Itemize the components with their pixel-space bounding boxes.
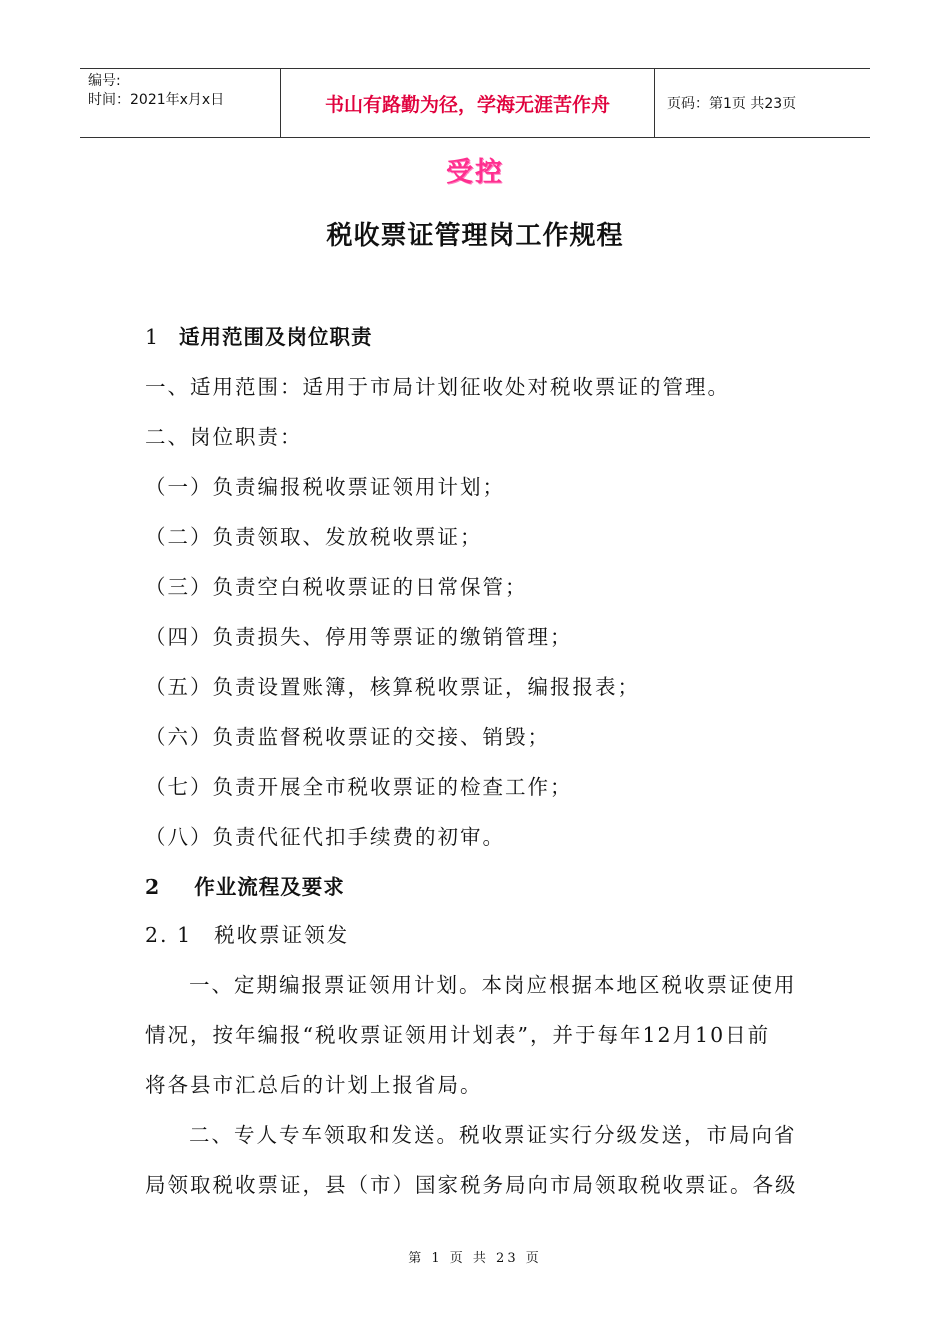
section-2-heading	[145, 870, 345, 900]
section-2-title: 作业流程及要求	[194, 875, 345, 899]
duty-item-6: （六）负责监督税收票证的交接、销毁；	[145, 725, 550, 749]
paragraph-2-line-1: 二、专人专车领取和发送。税收票证实行分级发送，市局向省	[189, 1123, 797, 1147]
section-2-number: 2	[145, 875, 161, 899]
document-title: 税收票证管理岗工作规程	[326, 221, 624, 251]
duty-item-4: （四）负责损失、停用等票证的缴销管理；	[145, 625, 573, 649]
section-1-title: 适用范围及岗位职责	[179, 325, 373, 349]
paragraph-2-line-2: 局领取税收票证，县（市）国家税务局向市局领取税收票证。各级	[145, 1173, 798, 1197]
duty-item-1: （一）负责编报税收票证领用计划；	[145, 475, 505, 499]
section-1-number: 1	[145, 325, 160, 349]
header-motto: 书山有路勤为径，学海无涯苦作舟	[281, 69, 655, 137]
scope-line: 一、适用范围：适用于市局计划征收处对税收票证的管理。	[145, 375, 730, 399]
duty-item-5: （五）负责设置账簿，核算税收票证，编报报表；	[145, 675, 640, 699]
duty-item-2: （二）负责领取、发放税收票证；	[145, 525, 483, 549]
section-1-heading	[145, 320, 373, 350]
duty-item-7: （七）负责开展全市税收票证的检查工作；	[145, 775, 573, 799]
subsection-2-1-heading	[145, 918, 349, 948]
document-number-label: 编号:	[88, 73, 121, 89]
header-page-code: 页码：第1页 共23页	[667, 96, 797, 112]
duty-item-8: （八）负责代征代扣手续费的初审。	[145, 825, 505, 849]
controlled-stamp: 受控	[446, 157, 504, 188]
document-header	[80, 68, 870, 138]
paragraph-1-line-3: 将各县市汇总后的计划上报省局。	[145, 1073, 483, 1097]
paragraph-1-line-2: 情况，按年编报“税收票证领用计划表”，并于每年12月10日前	[145, 1023, 771, 1047]
duty-item-3: （三）负责空白税收票证的日常保管；	[145, 575, 528, 599]
subsection-2-1-number: 2. 1	[145, 923, 193, 947]
header-meta-cell	[80, 69, 281, 137]
subsection-2-1-title: 税收票证领发	[214, 923, 350, 947]
page-footer: 第 1 页 共 23 页	[408, 1251, 542, 1266]
paragraph-1-line-1: 一、定期编报票证领用计划。本岗应根据本地区税收票证使用	[189, 973, 797, 997]
duties-heading: 二、岗位职责：	[145, 425, 303, 449]
document-date: 时间：2021年x月x日	[88, 92, 225, 108]
